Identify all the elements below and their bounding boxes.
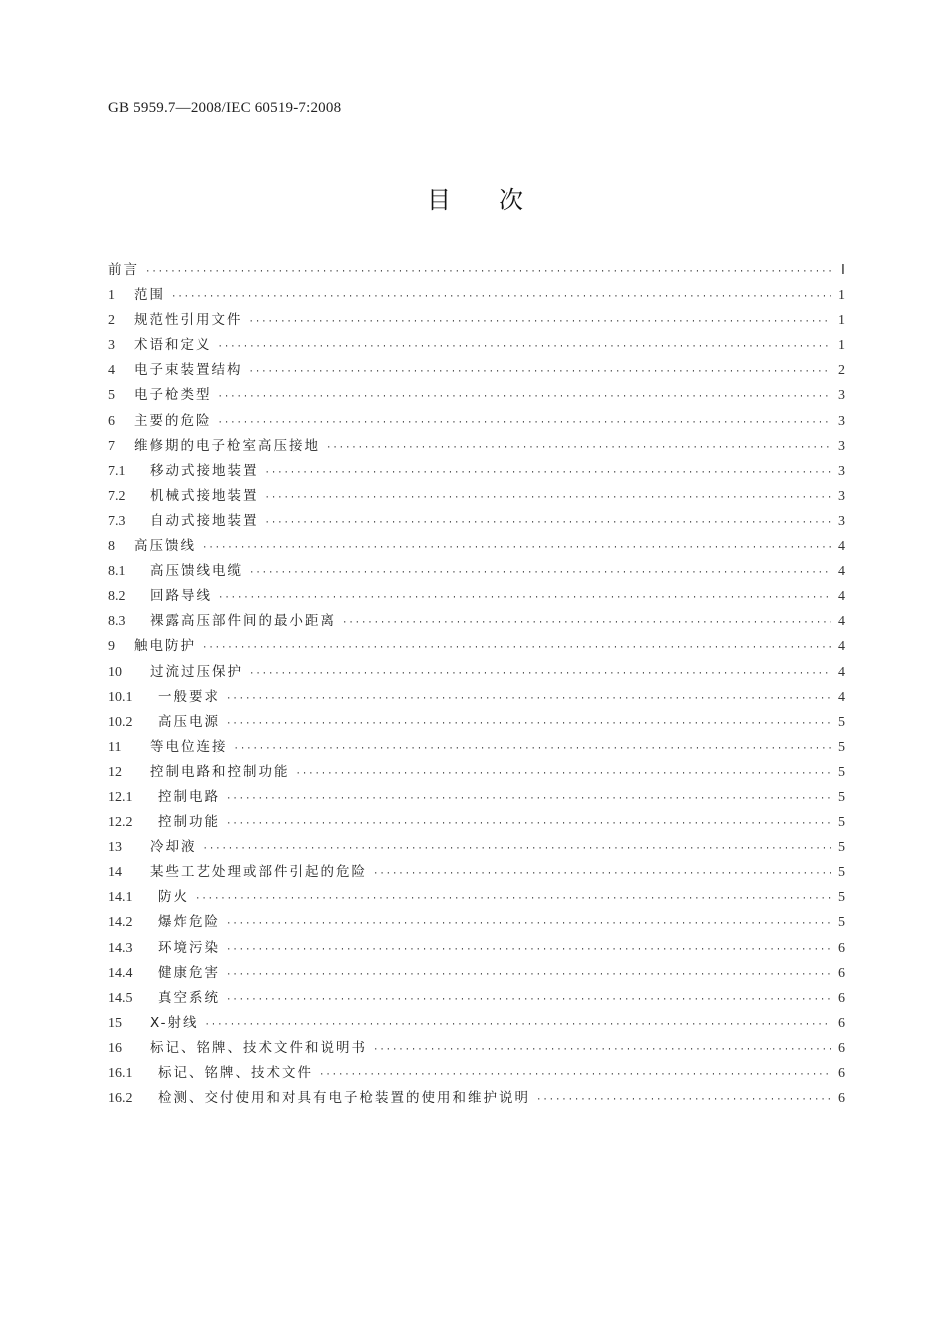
toc-entry[interactable]	[108, 584, 845, 609]
toc-dot-leader	[249, 310, 832, 335]
toc-entry-page: 4	[838, 539, 845, 555]
toc-entry-number: 7	[108, 438, 115, 454]
toc-entry-page: 5	[838, 739, 845, 755]
toc-entry-title: X-射线	[150, 1014, 199, 1031]
toc-entry-title: 术语和定义	[134, 337, 212, 354]
toc-entry-page: 4	[838, 614, 845, 630]
toc-entry-page: 5	[838, 789, 845, 805]
toc-dot-leader	[265, 511, 832, 536]
toc-dot-leader	[249, 662, 831, 687]
toc-entry[interactable]	[108, 333, 845, 358]
toc-dot-leader	[204, 1013, 831, 1038]
toc-entry-title: 一般要求	[158, 688, 220, 705]
toc-entry-number: 12.2	[108, 815, 133, 831]
toc-entry-title: 标记、铭牌、技术文件和说明书	[150, 1039, 367, 1056]
toc-dot-leader	[145, 260, 831, 285]
toc-entry-number: 16.2	[108, 1091, 133, 1107]
toc-dot-leader	[373, 862, 831, 887]
toc-entry-title: 环境污染	[158, 939, 220, 956]
toc-entry-page: 6	[838, 1015, 845, 1031]
standard-code-header: GB 5959.7—2008/IEC 60519-7:2008	[108, 100, 342, 116]
toc-entry[interactable]	[108, 735, 845, 760]
toc-entry[interactable]	[108, 434, 845, 459]
toc-dot-leader	[226, 687, 831, 712]
toc-entry-number: 16	[108, 1040, 122, 1056]
toc-entry[interactable]	[108, 760, 845, 785]
toc-entry-number: 4	[108, 363, 115, 379]
toc-dot-leader	[373, 1038, 831, 1063]
toc-entry-number: 14.1	[108, 890, 133, 906]
toc-entry-page: 1	[838, 313, 845, 329]
toc-entry-page: 6	[838, 1066, 845, 1081]
toc-entry[interactable]	[108, 383, 845, 408]
toc-entry[interactable]	[108, 559, 845, 584]
toc-entry-page: 5	[838, 764, 845, 780]
toc-entry-title: 健康危害	[158, 964, 220, 981]
toc-entry-page: 1	[838, 288, 845, 304]
toc-entry[interactable]	[108, 986, 845, 1011]
toc-entry-page: 6	[838, 990, 845, 1006]
toc-entry-page: 6	[838, 1040, 845, 1056]
toc-entry-title: 检测、交付使用和对具有电子枪装置的使用和维护说明	[158, 1090, 530, 1107]
toc-entry[interactable]	[108, 308, 845, 333]
toc-entry-number: 5	[108, 388, 115, 404]
toc-dot-leader	[342, 611, 831, 636]
toc-entry-page: 6	[838, 940, 845, 956]
toc-entry-page: 3	[838, 388, 845, 404]
toc-entry-page: 5	[838, 890, 845, 906]
toc-entry[interactable]	[108, 1061, 845, 1086]
toc-entry-page: 6	[838, 965, 845, 981]
toc-entry-title: 维修期的电子枪室高压接地	[134, 437, 320, 454]
toc-entry-title: 范围	[134, 287, 165, 304]
toc-entry-page: 5	[838, 815, 845, 831]
toc-dot-leader	[203, 837, 832, 862]
toc-entry-number: 8.2	[108, 589, 126, 605]
toc-entry-page: 1	[838, 338, 845, 354]
toc-entry[interactable]	[108, 459, 845, 484]
toc-dot-leader	[265, 461, 832, 486]
toc-dot-leader	[536, 1088, 831, 1113]
toc-dot-leader	[226, 963, 831, 988]
toc-dot-leader	[326, 436, 831, 461]
toc-dot-leader	[319, 1063, 831, 1088]
toc-entry-title: 电子枪类型	[134, 387, 212, 404]
toc-entry[interactable]	[108, 409, 845, 434]
toc-entry-number: 10.1	[108, 689, 133, 705]
toc-entry[interactable]	[108, 860, 845, 885]
toc-dot-leader	[171, 285, 831, 310]
toc-entry-title: 裸露高压部件间的最小距离	[150, 613, 336, 630]
toc-entry-title: 机械式接地装置	[150, 487, 259, 504]
toc-dot-leader	[265, 486, 832, 511]
toc-entry-page: 4	[838, 589, 845, 605]
toc-entry[interactable]	[108, 634, 845, 659]
toc-dot-leader	[218, 385, 832, 410]
toc-entry-number: 11	[108, 739, 122, 755]
toc-entry-number: 14.4	[108, 965, 133, 981]
toc-entry-page: 5	[838, 915, 845, 931]
toc-entry[interactable]	[108, 785, 845, 810]
toc-entry-title: 回路导线	[150, 588, 212, 605]
toc-entry[interactable]	[108, 835, 845, 860]
toc-entry-number: 12.1	[108, 789, 133, 805]
toc-entry-page: 4	[838, 664, 845, 680]
toc-entry-page: 3	[838, 488, 845, 504]
toc-entry-number: 14.3	[108, 940, 133, 956]
toc-entry[interactable]	[108, 885, 845, 910]
toc-entry[interactable]	[108, 534, 845, 559]
toc-entry-number: 14.2	[108, 915, 133, 931]
toc-dot-leader	[234, 737, 832, 762]
toc-entry-number: 8	[108, 539, 115, 555]
toc-entry[interactable]	[108, 1036, 845, 1061]
toc-entry-title: 控制电路	[158, 788, 220, 805]
toc-entry-number: 10	[108, 664, 122, 680]
toc-entry-number: 14.5	[108, 990, 133, 1006]
toc-entry-number: 7.2	[108, 488, 126, 504]
toc-entry-number: 8.3	[108, 614, 126, 630]
toc-entry[interactable]	[108, 710, 845, 735]
toc-entry-page: Ⅰ	[840, 263, 845, 278]
toc-dot-leader	[226, 912, 831, 937]
page-title: 目次	[427, 186, 571, 214]
toc-entry[interactable]	[108, 609, 845, 634]
toc-entry-number: 16.1	[108, 1066, 133, 1081]
toc-dot-leader	[202, 536, 831, 561]
toc-entry-title: 等电位连接	[150, 738, 228, 755]
toc-dot-leader	[226, 938, 831, 963]
toc-entry-title: 主要的危险	[134, 412, 212, 429]
toc-dot-leader	[249, 360, 832, 385]
toc-dot-leader	[226, 812, 831, 837]
toc-entry[interactable]	[108, 1011, 845, 1036]
toc-dot-leader	[249, 561, 831, 586]
toc-entry[interactable]	[108, 685, 845, 710]
toc-entry-number: 10.2	[108, 714, 133, 730]
toc-entry-title: 过流过压保护	[150, 663, 243, 680]
toc-dot-leader	[218, 335, 832, 360]
toc-entry[interactable]	[108, 358, 845, 383]
toc-entry-title: 前言	[108, 262, 139, 278]
toc-entry-page: 3	[838, 413, 845, 429]
toc-entry-number: 8.1	[108, 564, 126, 580]
toc-dot-leader	[218, 411, 832, 436]
toc-entry-number: 7.3	[108, 513, 126, 529]
toc-entry[interactable]	[108, 283, 845, 308]
toc-entry-number: 2	[108, 313, 115, 329]
toc-entry-number: 7.1	[108, 463, 126, 479]
toc-entry-page: 6	[838, 1091, 845, 1107]
toc-entry-page: 3	[838, 463, 845, 479]
toc-entry-number: 9	[108, 639, 115, 655]
toc-entry[interactable]	[108, 810, 845, 835]
toc-entry-page: 5	[838, 840, 845, 856]
toc-entry-title: 规范性引用文件	[134, 312, 243, 329]
table-of-contents	[108, 258, 845, 1111]
toc-entry-number: 12	[108, 764, 122, 780]
toc-entry-page: 4	[838, 564, 845, 580]
toc-entry-title: 移动式接地装置	[150, 462, 259, 479]
toc-entry-title: 高压馈线	[134, 538, 196, 555]
toc-entry-title: 冷却液	[150, 839, 197, 856]
toc-entry-title: 高压电源	[158, 713, 220, 730]
toc-dot-leader	[202, 636, 831, 661]
toc-entry-title: 爆炸危险	[158, 914, 220, 931]
toc-entry[interactable]	[108, 258, 845, 283]
toc-entry-number: 14	[108, 865, 122, 881]
toc-entry-number: 3	[108, 338, 115, 354]
toc-entry-title: 电子束装置结构	[134, 362, 243, 379]
toc-entry-title: 控制电路和控制功能	[150, 763, 290, 780]
toc-entry-page: 5	[838, 865, 845, 881]
toc-entry-page: 4	[838, 689, 845, 705]
toc-entry-page: 4	[838, 639, 845, 655]
toc-entry-number: 13	[108, 840, 122, 856]
toc-entry-number: 15	[108, 1015, 122, 1031]
toc-entry-page: 3	[838, 438, 845, 454]
toc-entry-title: 某些工艺处理或部件引起的危险	[150, 864, 367, 881]
toc-dot-leader	[226, 787, 831, 812]
toc-entry-title: 防火	[158, 889, 189, 906]
toc-dot-leader	[226, 712, 831, 737]
toc-entry-title: 高压馈线电缆	[150, 563, 243, 580]
toc-entry-page: 3	[838, 513, 845, 529]
toc-entry-title: 触电防护	[134, 638, 196, 655]
toc-dot-leader	[195, 887, 831, 912]
toc-entry[interactable]	[108, 961, 845, 986]
toc-dot-leader	[296, 762, 832, 787]
toc-entry[interactable]	[108, 936, 845, 961]
toc-dot-leader	[226, 988, 831, 1013]
toc-entry-page: 2	[838, 363, 845, 379]
toc-entry[interactable]	[108, 509, 845, 534]
toc-dot-leader	[218, 586, 831, 611]
toc-entry-title: 真空系统	[158, 989, 220, 1006]
toc-entry[interactable]	[108, 484, 845, 509]
toc-entry-title: 自动式接地装置	[150, 512, 259, 529]
toc-entry-title: 控制功能	[158, 814, 220, 831]
toc-entry-title: 标记、铭牌、技术文件	[158, 1065, 313, 1081]
toc-entry[interactable]	[108, 660, 845, 685]
toc-entry-number: 6	[108, 413, 115, 429]
toc-entry[interactable]	[108, 910, 845, 935]
toc-entry-page: 5	[838, 714, 845, 730]
toc-entry-number: 1	[108, 288, 115, 304]
toc-entry[interactable]	[108, 1086, 845, 1111]
